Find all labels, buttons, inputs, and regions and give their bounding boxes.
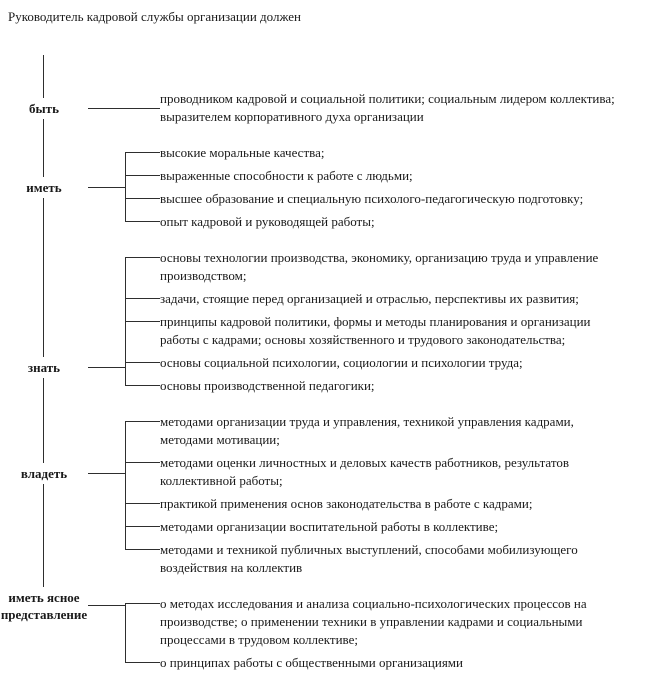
spine-line [43,55,44,607]
item-connector-line [125,662,160,663]
item-text: проводником кадровой и социальной политики; социальным лидером коллектива; выразителем корпоративного духа организации [160,91,615,124]
label-row [0,177,125,198]
page-title: Руководитель кадровой службы организации должен [8,9,302,24]
requirements-tree [0,90,652,676]
group-label-cell [0,144,125,231]
list-item [160,313,630,349]
list-item [160,541,630,577]
group-label: иметь [0,177,88,198]
item-connector-line [125,175,160,176]
item-text: практикой применения основ законодательства в работе с кадрами; [160,496,533,511]
list-item [160,249,630,285]
list-item [160,90,630,126]
list-item [160,654,630,672]
list-item [160,413,630,449]
item-text: основы социальной психологии, социологии и психологии труда; [160,355,523,370]
item-text: выраженные способности к работе с людьми; [160,168,413,183]
group-label-cell [0,589,125,672]
item-list [125,413,630,577]
item-connector-line [125,549,160,550]
list-item [160,190,630,208]
item-text: опыт кадровой и руководящей работы; [160,214,375,229]
list-item [160,377,630,395]
item-list [125,595,630,672]
list-item [160,167,630,185]
label-row [0,463,125,484]
item-text: методами организации труда и управления, техникой управления кадрами, методами мотивации; [160,414,574,447]
item-text: задачи, стоящие перед организацией и отраслью, перспективы их развития; [160,291,579,306]
group-imet-yasnoe-predstavlenie [0,589,652,672]
item-connector-line [125,603,160,604]
list-item [160,518,630,536]
item-connector-line [125,221,160,222]
item-connector-line [125,298,160,299]
item-list [125,249,630,395]
group-label: владеть [0,463,88,484]
list-item [160,144,630,162]
item-text: о методах исследования и анализа социально-психологических процессов на производстве; о применении техники в управлении кадрами и социальными процессами в трудовом коллективе; [160,596,587,647]
group-vladet [0,413,652,577]
item-connector-line [125,503,160,504]
item-text: высокие моральные качества; [160,145,325,160]
item-connector-line [125,257,160,258]
label-row [0,357,125,378]
connector-line [88,367,125,368]
item-text: высшее образование и специальную психолого-педагогическую подготовку; [160,191,584,206]
list-item [160,595,630,649]
group-imet [0,144,652,231]
item-connector-line [125,108,160,109]
list-item [160,354,630,372]
connector-line [88,473,125,474]
item-connector-line [125,321,160,322]
item-connector-line [125,421,160,422]
item-connector-line [125,362,160,363]
group-znat [0,249,652,395]
group-bracket-line [125,421,126,550]
item-text: методами организации воспитательной работы в коллективе; [160,519,499,534]
connector-line [88,187,125,188]
label-row [0,98,125,119]
item-text: принципы кадровой политики, формы и методы планирования и организации работы с кадрами; основы хозяйственного и трудового законодательства; [160,314,591,347]
item-connector-line [125,462,160,463]
item-text: методами и техникой публичных выступлений, способами мобилизующего воздействия на коллектив [160,542,578,575]
connector-line [88,108,125,109]
item-text: о принципах работы с общественными организациями [160,655,463,670]
connector-line [88,605,125,606]
group-bracket-line [125,152,126,222]
item-connector-line [125,526,160,527]
list-item [160,495,630,513]
group-label-cell [0,249,125,395]
group-label-cell [0,90,125,126]
item-list [125,144,630,231]
group-byt [0,90,652,126]
label-row [0,587,125,625]
item-text: основы производственной педагогики; [160,378,375,393]
group-label-cell [0,413,125,577]
group-bracket-line [125,603,126,663]
group-label: знать [0,357,88,378]
list-item [160,290,630,308]
list-item [160,454,630,490]
item-list [125,90,630,126]
item-text: методами оценки личностных и деловых качеств работников, результатов коллективной работы; [160,455,570,488]
group-label: иметь ясное представление [0,587,88,625]
item-connector-line [125,198,160,199]
item-connector-line [125,385,160,386]
item-connector-line [125,152,160,153]
list-item [160,213,630,231]
group-label: быть [0,98,88,119]
item-text: основы технологии производства, экономику, организацию труда и управление производством; [160,250,599,283]
